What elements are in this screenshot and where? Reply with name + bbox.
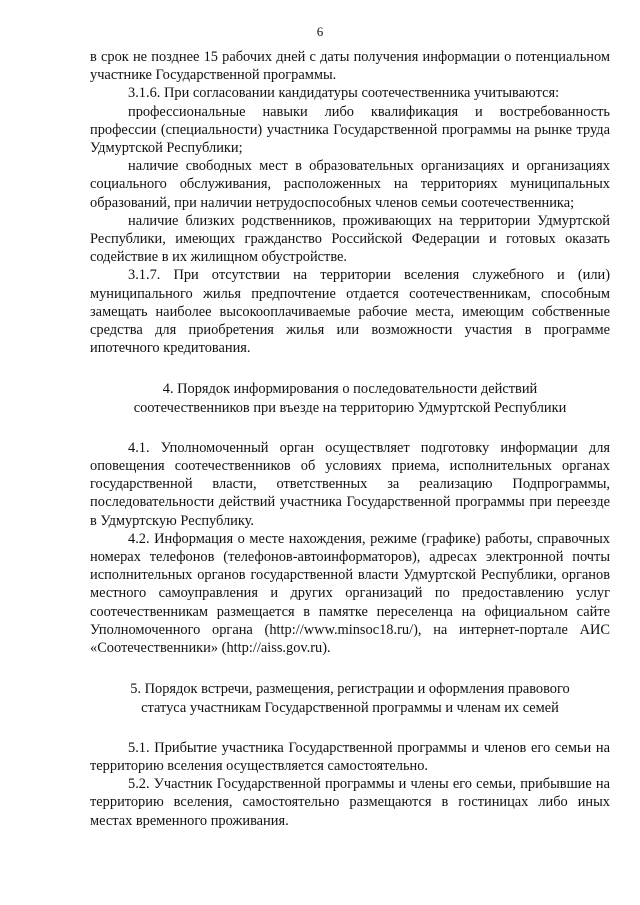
paragraph-continuation: в срок не позднее 15 рабочих дней с даты получения информации о потенциальном участнике Государственной программы.: [90, 49, 610, 84]
paragraph-5-2: 5.2. Участник Государственной программы и члены его семьи, прибывшие на территорию вселения, самостоятельно размещаются в гостиницах либо иных местах временного проживания.: [90, 776, 610, 829]
page-number: 6: [316, 24, 324, 39]
paragraph-3-1-7: 3.1.7. При отсутствии на территории вселения служебного и (или) муниципального жилья предпочтение отдается соотечественникам, способным замещать наиболее высокооплачиваемые рабочие места, имеющим собственные средства для приобретения жилья или возможности участия в программе ипотечного кредитования.: [90, 267, 610, 357]
paragraph-4-1: 4.1. Уполномоченный орган осуществляет подготовку информации для оповещения соотечественников об условиях приема, исполнительных органах государственной власти, ответственных за реализацию Подпрограммы, последовательности действий участника Государственной программы при переезде в Удмуртскую Республику.: [90, 439, 610, 529]
section-4-heading: [90, 380, 610, 416]
section-4-heading-line-1: 4. Порядок информирования о последовательности действий: [162, 381, 538, 398]
paragraph-3-1-6: 3.1.6. При согласовании кандидатуры соотечественника учитываются:: [128, 85, 560, 102]
paragraph-close-relatives: наличие близких родственников, проживающих на территории Удмуртской Республики, имеющих гражданство Российской Федерации и готовых оказать содействие в их жилищном обустройстве.: [90, 212, 610, 266]
paragraph-4-2: 4.2. Информация о месте нахождения, режиме (графике) работы, справочных номерах телефонов (телефонов-автоинформаторов), адресах электронной почты исполнительных органов государственной власти Удмуртской Республики, органов местного самоуправления и других организаций по предоставлению услуг соотечественникам размещается в памятке переселенца на официальном сайте Уполномоченного органа (http://www.minsoc18.ru/), на интернет-портале АИС «Соотечественники» (http://aiss.gov.ru).: [90, 530, 610, 657]
section-4-heading-line-2: соотечественников при въезде на территорию Удмуртской Республики: [133, 399, 567, 416]
document-body: [90, 48, 610, 830]
paragraph-free-places: наличие свободных мест в образовательных организациях и организациях социального обслуживания, расположенных на территориях муниципальных образований, при наличии нетрудоспособных членов семьи соотечественника;: [90, 158, 610, 211]
section-5-heading-line-2: статуса участникам Государственной программы и членам их семей: [141, 699, 559, 716]
paragraph-professional-skills: профессиональные навыки либо квалификация и востребованность профессии (специальности) участника Государственной программы на рынке труда Удмуртской Республики;: [90, 103, 610, 157]
section-5-heading: [90, 680, 610, 716]
section-5-heading-line-1: 5. Порядок встречи, размещения, регистрации и оформления правового: [130, 681, 570, 698]
paragraph-5-1: 5.1. Прибытие участника Государственной программы и членов его семьи на территорию вселения осуществляется самостоятельно.: [90, 739, 610, 774]
